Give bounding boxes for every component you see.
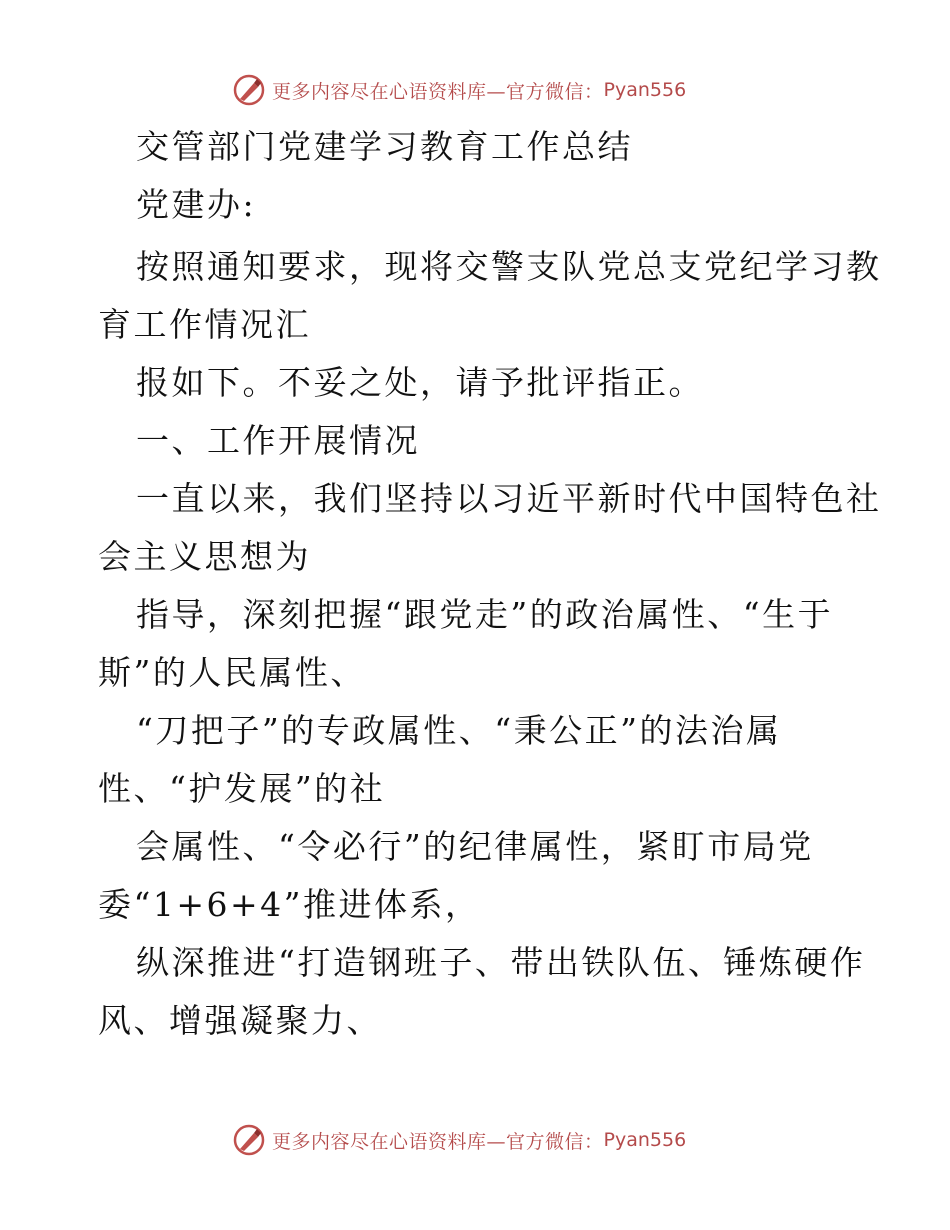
watermark-text: 更多内容尽在心语资料库—官方微信：: [272, 80, 604, 103]
paragraph-line: 按照通知要求，现将交警支队党总支党纪学习教: [136, 247, 882, 286]
paragraph-line: 指导，深刻把握“跟党走”的政治属性、“生于: [136, 595, 834, 634]
paragraph-line: 一直以来，我们坚持以习近平新时代中国特色社: [136, 479, 882, 518]
paragraph-line: 会主义思想为: [98, 537, 311, 576]
paragraph-line: 报如下。不妥之处，请予批评指正。: [136, 363, 704, 402]
pen-logo-icon: [232, 1123, 266, 1157]
paragraph-line: “刀把子”的专政属性、“秉公正”的法治属: [136, 711, 782, 750]
footer-watermark: [232, 1122, 686, 1158]
document-title: 交管部门党建学习教育工作总结: [136, 127, 633, 166]
paragraph-line: 委“1+6+4”推进体系，: [98, 885, 481, 924]
addressee: 党建办:: [136, 185, 257, 224]
section-heading: 一、工作开展情况: [136, 421, 420, 460]
header-watermark: [232, 72, 686, 108]
paragraph-line: 育工作情况汇: [98, 305, 311, 344]
watermark-text: 更多内容尽在心语资料库—官方微信：: [272, 1130, 604, 1153]
paragraph-line: 风、增强凝聚力、: [98, 1001, 382, 1040]
paragraph-line: 纵深推进“打造钢班子、带出铁队伍、锤炼硬作: [136, 943, 866, 982]
pen-logo-icon: [232, 73, 266, 107]
watermark-wechat-id: Pyan556: [603, 79, 687, 101]
paragraph-line: 斯”的人民属性、: [98, 653, 366, 692]
paragraph-line: 性、“护发展”的社: [98, 769, 386, 808]
paragraph-line: 会属性、“令必行”的纪律属性，紧盯市局党: [136, 827, 814, 866]
watermark-wechat-id: Pyan556: [603, 1129, 687, 1151]
